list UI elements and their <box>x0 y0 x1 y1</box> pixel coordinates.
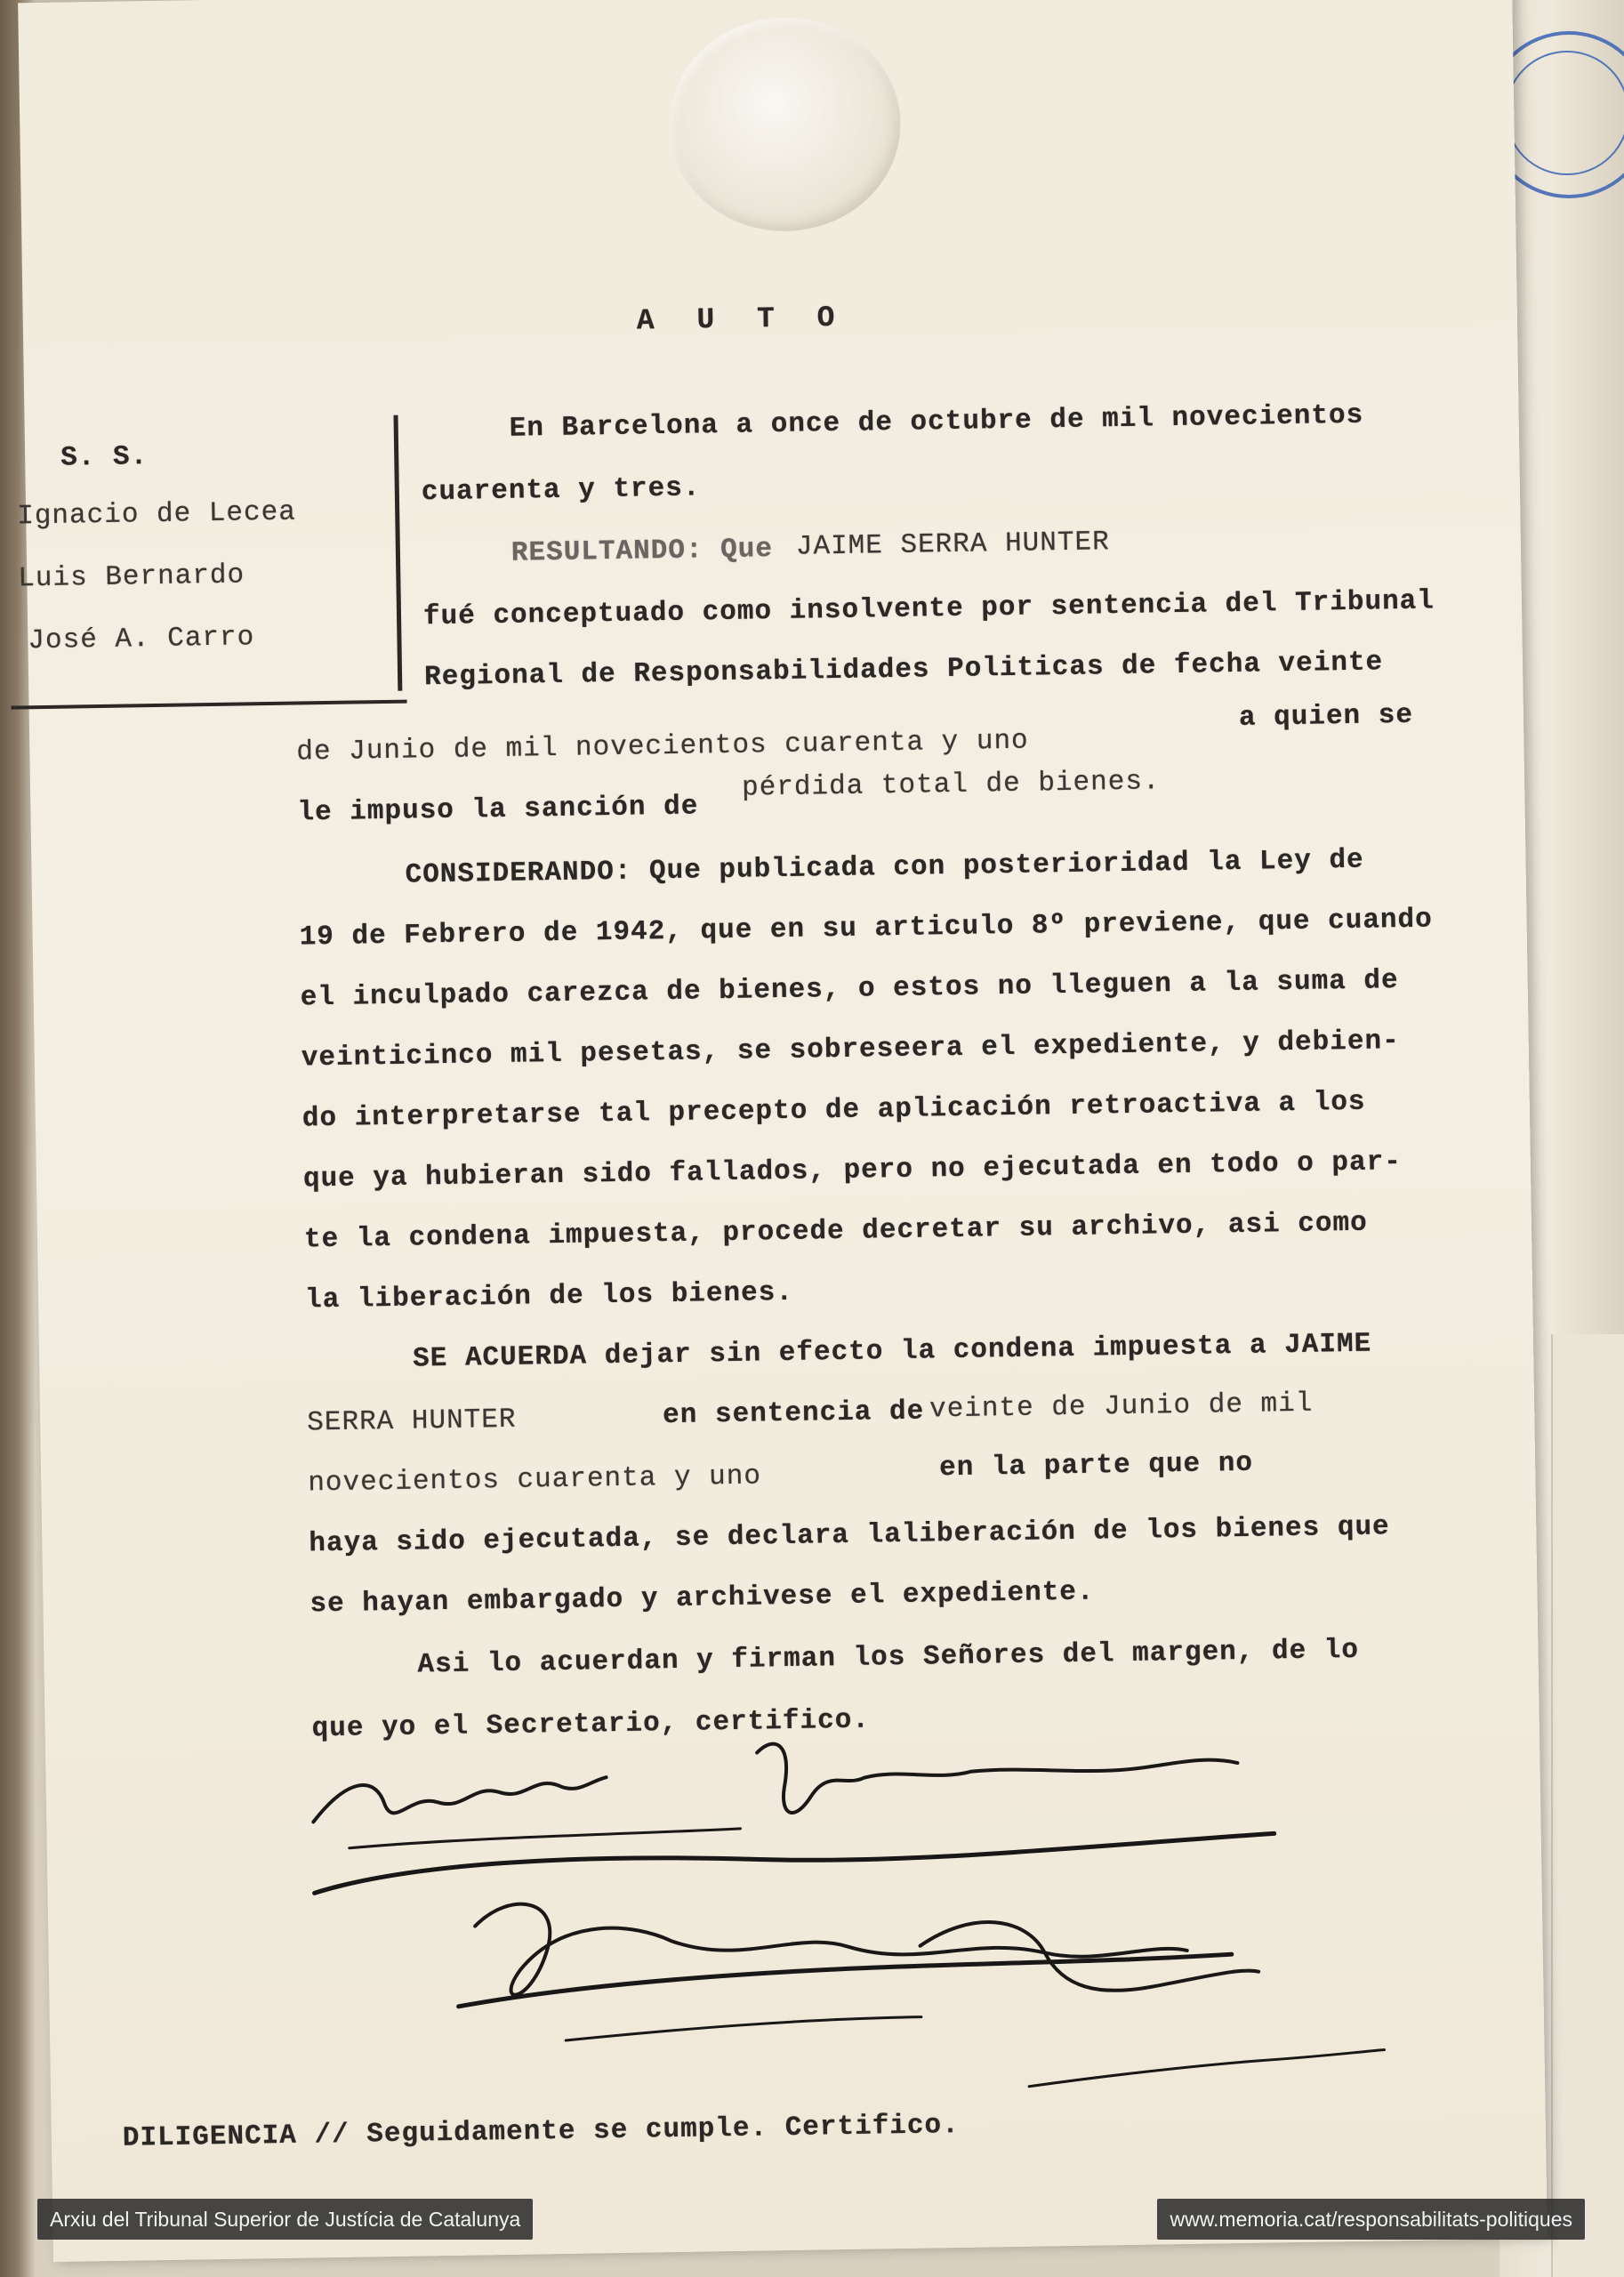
body-line: que yo el Secretario, certifico. <box>311 1704 871 1745</box>
archive-stamp-inner-ring <box>1505 51 1624 175</box>
body-line: te la condena impuesta, procede decretar su archivo, asi como <box>303 1207 1368 1256</box>
signature-carro-stroke <box>475 1894 1188 1995</box>
body-line: En Barcelona a once de octubre de mil novecientos <box>509 399 1364 445</box>
margin-name-1: Ignacio de Lecea <box>16 496 297 533</box>
body-line: RESULTANDO: Que <box>511 534 774 569</box>
body-line: CONSIDERANDO: Que publicada con posterioridad la Ley de <box>405 844 1364 891</box>
body-line: el inculpado carezca de bienes, o estos no lleguen a la suma de <box>300 965 1399 1014</box>
diligencia-line: DILIGENCIA // Seguidamente se cumple. Certifico. <box>122 2110 960 2154</box>
sanction-text: pérdida total de bienes. <box>741 766 1161 804</box>
body-line: veinticinco mil pesetas, se sobreseera el expediente, y debien- <box>301 1026 1400 1074</box>
body-line: Regional de Responsabilidades Politicas de fecha veinte <box>423 647 1384 694</box>
embossed-seal <box>668 16 903 233</box>
margin-ss: S. S. <box>60 441 149 474</box>
body-line: la liberación de los bienes. <box>304 1276 794 1316</box>
body-line: cuarenta y tres. <box>421 472 701 509</box>
person-name: JAIME SERRA HUNTER <box>795 527 1110 563</box>
body-line: en sentencia de <box>662 1396 925 1432</box>
website-caption[interactable]: www.memoria.cat/responsabilitats-politiques <box>1157 2199 1585 2240</box>
body-line: en la parte que no <box>938 1447 1254 1484</box>
body-line: do interpretarse tal precepto de aplicación retroactiva a los <box>301 1086 1366 1135</box>
handwritten-signatures <box>294 1723 1546 2152</box>
body-line: Asi lo acuerdan y firman los Señores del margen, de lo <box>417 1634 1360 1681</box>
margin-name-3: José A. Carro <box>28 622 255 657</box>
body-line: de Junio de mil novecientos cuarenta y uno <box>296 725 1029 768</box>
margin-vertical-rule <box>393 415 402 691</box>
body-line: 19 de Febrero de 1942, que en su articulo 8º previene, que cuando <box>299 904 1434 953</box>
document-title: A U T O <box>636 301 848 338</box>
body-line: se hayan embargado y archivese el expediente. <box>310 1576 1095 1621</box>
body-line: le impuso la sanción de <box>297 791 699 829</box>
underlying-page-lower <box>1551 1334 1624 2277</box>
body-line: que ya hubieran sido fallados, pero no ejecutada en todo o par- <box>302 1147 1403 1195</box>
person-name: SERRA HUNTER <box>306 1404 517 1439</box>
archive-caption: Arxiu del Tribunal Superior de Justícia de Catalunya <box>37 2199 533 2240</box>
margin-horizontal-rule <box>12 700 407 710</box>
body-line: SE ACUERDA dejar sin efecto la condena impuesta a JAIME <box>412 1328 1372 1375</box>
signature-bernardo-stroke <box>757 1736 1238 1813</box>
body-line: a quien se <box>1238 699 1414 734</box>
date-text: veinte de Junio de mil <box>929 1388 1314 1426</box>
date-text: novecientos cuarenta y uno <box>308 1460 762 1500</box>
body-line: haya sido ejecutada, se declara laliberación de los bienes que <box>309 1511 1390 1560</box>
body-line: fué conceptuado como insolvente por sentencia del Tribunal <box>422 585 1435 633</box>
signature-lecea-stroke <box>313 1777 607 1822</box>
margin-name-2: Luis Bernardo <box>18 559 245 595</box>
document-page <box>18 0 1548 2262</box>
